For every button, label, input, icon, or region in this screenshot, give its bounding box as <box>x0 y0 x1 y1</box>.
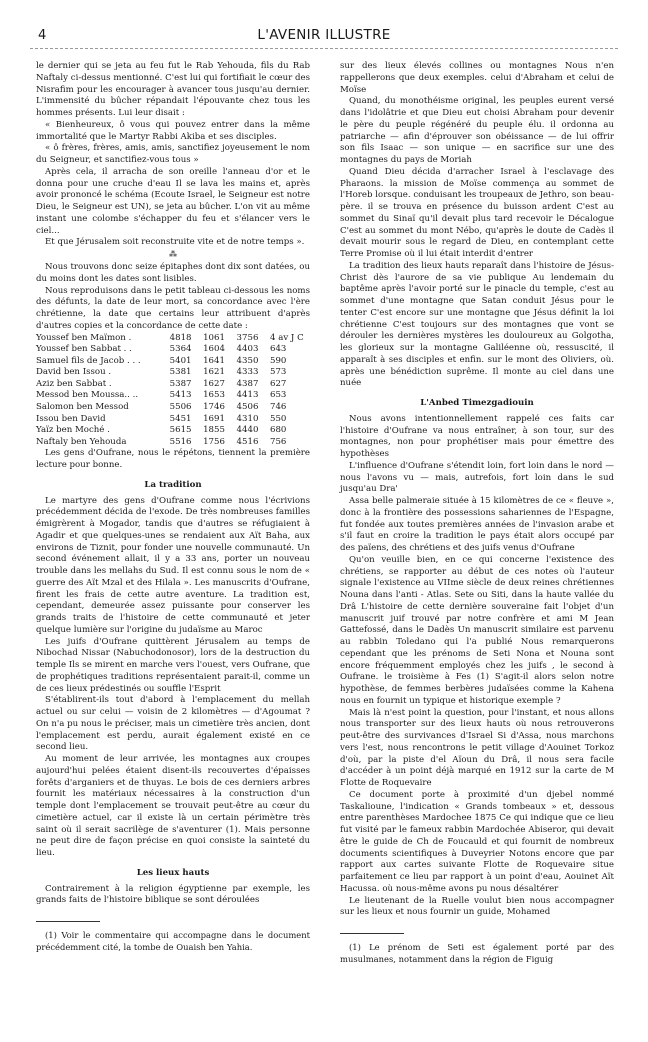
alt-concordance: 643 <box>270 344 287 355</box>
epitaph-row <box>36 333 304 345</box>
christian-date: 1604 <box>203 344 225 355</box>
paragraph: Les gens d'Oufrane, nous le répétons, tiennent la première lecture pour bonne. <box>36 448 310 471</box>
epitaph-name: Youssef ben Maïmon . <box>36 332 132 343</box>
paragraph: Et que Jérusalem soit reconstruite vite et de notre temps ». <box>45 237 305 248</box>
paragraph: Le martyre des gens d'Oufrane comme nous l'écrivions précédemment décida de l'exode. De très nombreuses familles émigrèrent à Mogador, tandis que d'autres se réfugiaient à Agadir et que quelques-unes se rendaient aux Aït Baha, aux environs de Tiznit, pour fonder une nouvelle communauté. Un second événement allait, il y a 33 ans, porter un nouveau trouble dans les mellahs du Sud. Il est connu sous le nom de « guerre des Aït Mzal et des Hilala ». Les manuscrits d'Oufrane, firent les frais de cette autre aventure. La tradition est, cependant, demeurée assez puissante pour conserver les grands traits de l'histoire de cette communauté et jeter quelque lumière sur l'origine du judaïsme au Maroc <box>36 495 310 635</box>
christian-date: 1061 <box>203 332 225 343</box>
paragraph: Mais là n'est point la question, pour l'instant, et nous allons nous transporter sur des lieux hauts où nous retrouverons peut-être des survivances d'Israel Si d'Assa, nous marchons vers l'est, nous rencontrons le petit village d'Aouinet Torkoz d'où, par la piste d'el Aïoun du Drâ, il nous sera facile d'accéder à un point déjà marqué en 1912 sur la carte de M Flotte de Roquevaire <box>340 707 614 788</box>
alt-concordance: 653 <box>270 390 287 401</box>
epitaph-name: Youssef ben Sabbat . . <box>36 344 132 355</box>
hebrew-date: 4818 <box>169 332 192 343</box>
paragraph: sur des lieux élevés collines ou montagnes Nous n'en rappellerons que deux exemples. celui d'Abraham et celui de Moïse <box>340 61 614 95</box>
epitaph-name: Messod ben Moussa.. .. <box>36 390 139 401</box>
christian-date: 1855 <box>203 425 225 436</box>
alt-date: 4516 <box>236 436 259 447</box>
christian-date: 1756 <box>203 436 225 447</box>
hebrew-date: 5615 <box>169 425 192 436</box>
alt-date: 3756 <box>236 332 259 343</box>
quote-paragraph: « ô frères, frères, amis, amis, sanctifiez joyeusement le nom du Seigneur, et sanctifiez-vous tous » <box>36 143 310 165</box>
paragraph: Au moment de leur arrivée, les montagnes aux croupes aujourd'hui pelées étaient disent-ils recouvertes d'épaisses forêts d'arganiers et de thuyas. Le bois de ces derniers arbres fournit les matériaux nécessaires à la construction d'un temple dont l'emplacement se trouvait peut-être au cœur du cimetière actuel, car il existe là un certain périmètre très saint où il serait sacrilège de s'aventurer (1). Mais personne ne peut dire de façon précise en quoi consiste la sainteté du lieu. <box>36 754 310 859</box>
alt-date: 4387 <box>236 378 259 389</box>
left-column <box>36 61 310 953</box>
epitaph-row <box>36 356 304 368</box>
paragraph: L'influence d'Oufrane s'étendit loin, fort loin dans le nord — nous l'avons vu — mais, autrefois, fort loin dans le sud jusqu'au Dra' <box>340 460 614 495</box>
paragraph: Quand Dieu décida d'arracher Israel à l'esclavage des Pharaons. la mission de Moïse commença au sommet de l'Horeb lorsque. conduisant les troupeaux de Jethro, son beau-père. il se trouva en présence du buisson ardent C'est au sommet du Sinaï qu'il devait plus tard recevoir le Décalogue C'est au sommet du mont Nébo, qu'après le doute de Cadès il devait mourir sous le regard de Dieu, en contemplant cette Terre Promise où il lui était interdit d'entrer <box>340 166 614 259</box>
christian-date: 1691 <box>203 413 225 424</box>
epitaph-row <box>36 367 304 379</box>
epitaph-table <box>36 333 304 449</box>
alt-concordance: 550 <box>270 413 287 424</box>
paragraph: Les juifs d'Oufrane quittèrent Jérusalem au temps de Nibochad Nissar (Nabuchodonosor), lors de la destruction du temple Ils se mirent en marche vers l'ouest, vers Oufrane, que de prophétiques traditions représentaient parait-il, comme un de ces lieux prédestinés ou souffle l'Esprit <box>36 636 310 694</box>
paragraph: Qu'on veuille bien, en ce qui concerne l'existence des chrétiens, se rapporter au début de ces notes où l'auteur signale l'existence au VIIme siècle de deux reines chrétiennes Nouna dans l'anti - Atlas. Sete ou Siti, dans la haute vallée du Drâ L'histoire de cette dernière souveraine fait l'objet d'un manuscrit juif trouvé par notre confrère et ami M Jean Gattefossé, dans le Dadès Un manuscrit similaire est parvenu au rabbin Toledano qui l'a publié Nous remarquerons cependant que les prénoms de Seti Nona et Nouna sont encore fréquemment employés chez les juifs , le second à Oufrane. le troisième à Fes (1) S'agit-il alors selon notre hypothèse, de femmes berbères judaïsées comme la Kahena nous en fournit un typique et historique exemple ? <box>340 554 614 706</box>
section-heading-tradition: La tradition <box>144 479 202 490</box>
paragraph: Assa belle palmeraie située à 15 kilomètres de ce « fleuve », donc à la frontière des possessions sahariennes de l'Espagne, fut fondée aux toutes premières années de l'invasion arabe et s'il faut en croire la tradition le pays était alors occupé par des païens, des chrétiens et des juifs venus d'Oufrane <box>340 496 614 553</box>
christian-date: 1641 <box>203 355 225 366</box>
alt-concordance: 573 <box>270 367 287 378</box>
epitaph-name: Naftaly ben Yehouda <box>36 436 127 447</box>
paragraph: Quand, du monothéisme original, les peuples eurent versé dans l'idolâtrie et que Dieu eut choisi Abraham pour devenir le père du peuple régénéré du peuple élu. il ordonna au patriarche — afin d'éprouver son obéissance — de lui offrir son fils Isaac — son unique — en sacrifice sur une des montagnes du pays de Moriah <box>340 96 614 165</box>
epitaph-name: Issou ben David <box>36 413 106 424</box>
epitaph-row <box>36 390 304 402</box>
footnote <box>340 942 614 965</box>
christian-date: 1627 <box>203 378 225 389</box>
footnote-text: (1) Le prénom de Seti est également porté par des musulmanes, notamment dans la région de Figuig <box>340 942 614 964</box>
alt-concordance: 746 <box>270 402 287 413</box>
epitaph-name: Aziz ben Sabbat . <box>36 378 112 389</box>
alt-date: 4440 <box>236 425 259 436</box>
epitaph-row <box>36 344 304 356</box>
paragraph: Après cela, il arracha de son oreille l'anneau d'or et le donna pour une cruche d'eau Il se lava les mains et, après avoir prononcé le schéma (Ecoute Israel, le Seigneur est notre Dieu, le Seigneur est UN), se jeta au bûcher. L'on vit au même instant une colombe s'échapper du feu et s'élancer vers le ciel... <box>36 166 310 236</box>
hebrew-date: 5413 <box>169 390 192 401</box>
epitaph-row <box>36 402 304 414</box>
alt-concordance: 756 <box>270 436 287 447</box>
asterism-separator: ⁂ <box>169 250 177 259</box>
epitaph-row <box>36 425 304 437</box>
hebrew-date: 5401 <box>169 355 192 366</box>
section-heading-anbed: L'Anbed Timezgadiouin <box>420 398 534 408</box>
paragraph: Le lieutenant de la Ruelle voulut bien nous accompagner sur les lieux et nous fournir un guide, Mohamed <box>340 895 614 918</box>
alt-date: 4333 <box>236 367 259 378</box>
epitaph-row <box>36 379 304 391</box>
alt-date: 4350 <box>236 355 259 366</box>
paragraph: Ce document porte à proximité d'un djebel nommé Taskalioune, l'indication « Grands tombeaux » et, dessous entre parenthèses Mardochee 1875 Ce qui indique que ce lieu fut visité par le fameux rabbin Mardochée Abiseror, qui devait être le guide de Ch de Foucauld et qui fournit de nombreux documents scientifiques à Duveyrier Notons encore que par rapport aux cartes suivante Flotte de Roquevaire situe parfaitement ce lieu par rapport à un point d'eau, Aouinet Aït Hacussa. où nous-même avons pu nous désaltérer <box>340 789 614 894</box>
header-rule <box>30 48 618 49</box>
hebrew-date: 5364 <box>169 344 192 355</box>
footnote-divider <box>340 933 404 934</box>
hebrew-date: 5506 <box>169 402 192 413</box>
christian-date: 1746 <box>203 402 225 413</box>
christian-date: 1653 <box>203 390 225 401</box>
epitaph-name: David ben Issou . <box>36 367 112 378</box>
alt-concordance: 4 av J C <box>270 332 304 343</box>
alt-date: 4403 <box>236 344 259 355</box>
page-number: 4 <box>38 28 47 43</box>
hebrew-date: 5387 <box>169 378 192 389</box>
alt-date: 4506 <box>236 402 259 413</box>
hebrew-date: 5381 <box>169 367 192 378</box>
paragraph: Nous trouvons donc seize épitaphes dont dix sont datées, ou du moins dont les dates sont lisibles. <box>36 262 310 284</box>
footnote-text: (1) Voir le commentaire qui accompagne dans le document précédemment cité, la tombe de Ouaish ben Yahia. <box>36 930 310 952</box>
quote-paragraph: « Bienheureux, ô vous qui pouvez entrer dans la même immortalité que le Martyr Rabbi Akiba et ses disciples. <box>36 119 310 142</box>
paragraph: Nous reproduisons dans le petit tableau ci-dessous les noms des défunts, la date de leur mort, sa concordance avec l'ère chrétienne, la date que certains leur attribuent d'après d'autres copies et la concordance de cette date : <box>36 285 310 331</box>
epitaph-name: Samuel fils de Jacob . . . <box>36 355 141 366</box>
alt-concordance: 627 <box>270 378 287 389</box>
masthead-title: L'AVENIR ILLUSTRE <box>257 27 391 43</box>
hebrew-date: 5451 <box>169 413 192 424</box>
epitaph-row <box>36 437 304 449</box>
paragraph: S'établirent-ils tout d'abord à l'emplacement du mellah actuel ou sur celui — voisin de 2 kilomètres — d'Agoumat ? On n'a pu nous le préciser, mais un cimetière très ancien, dont l'emplacement est perdu, aurait également existé en ce second lieu. <box>36 695 310 753</box>
paragraph: le dernier qui se jeta au feu fut le Rab Yehouda, fils du Rab Naftaly ci-dessus mentionné. C'est lui qui fortifiait le cœur des Nisrafim pour les encourager à avancer tous jusqu'au dernier. L'immensité du bûcher répandait l'épouvante chez tous les hommes présents. Lui leur disait : <box>36 61 310 118</box>
christian-date: 1621 <box>203 367 225 378</box>
alt-date: 4310 <box>236 413 259 424</box>
footnote <box>36 930 310 953</box>
hebrew-date: 5516 <box>169 436 192 447</box>
right-column <box>340 61 614 965</box>
epitaph-name: Salomon ben Messod <box>36 402 129 413</box>
epitaph-name: Yaïz ben Moché . <box>36 425 110 436</box>
alt-concordance: 680 <box>270 425 287 436</box>
footnote-divider <box>36 921 100 922</box>
paragraph: La tradition des lieux hauts reparaît dans l'histoire de Jésus-Christ dès l'aurore de sa vie publique Au lendemain du baptême après l'avoir porté sur le pinacle du temple, c'est au sommet d'une montagne que Satan conduit Jésus pour le tenter C'est encore sur une montagne que Jésus définit la loi chrétienne C'est toujours sur des montagnes que vont se dérouler les dernières mystères les douloureux au Golgotha, les glorieux sur la montagne Galiléenne où, ressuscité, il apparaît à ses disciples et enfin. sur le mont des Oliviers, où. après une bénédiction suprême. Il monte au ciel dans une nuée <box>340 260 614 389</box>
epitaph-row <box>36 414 304 426</box>
alt-date: 4413 <box>236 390 259 401</box>
section-heading-lieux-hauts: Les lieux hauts <box>136 867 210 878</box>
paragraph: Nous avons intentionnellement rappelé ces faits car l'histoire d'Oufrane va nous entraîner, à son tour, sur des montagnes, non pour prophétiser mais pour émettre des hypothèses <box>340 413 614 459</box>
paragraph: Contrairement à la religion égyptienne par exemple, les grands faits de l'histoire biblique se sont déroulées <box>36 883 310 906</box>
alt-concordance: 590 <box>270 355 287 366</box>
